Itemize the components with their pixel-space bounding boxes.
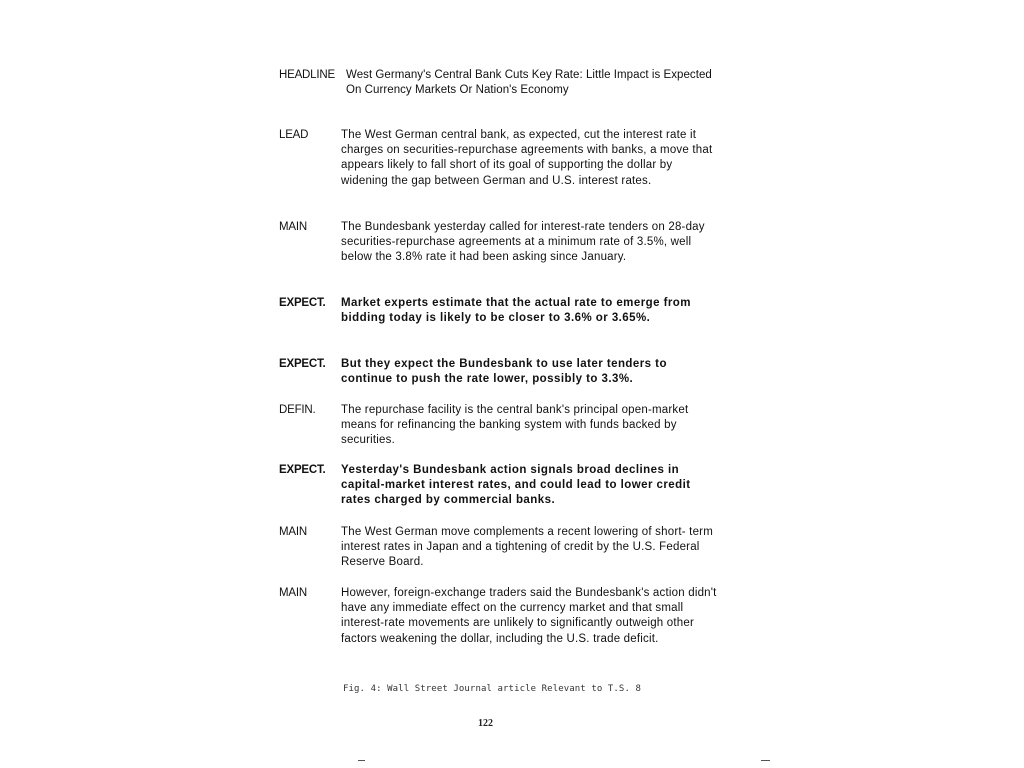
entry-text: But they expect the Bundesbank to use later tenders to continue to push the rate lower, possibly to 3.3%. — [341, 358, 667, 386]
expectation-entry — [279, 357, 719, 387]
definition-entry — [279, 403, 719, 449]
entry-text: The West German central bank, as expected, cut the interest rate it charges on securities-repurchase agreements with banks, a move that appears likely to fall short of its goal of supporting the dollar by widening the gap between German and U.S. interest rates. — [341, 129, 713, 187]
headline-text: West Germany's Central Bank Cuts Key Rate: Little Impact is Expected On Currency Markets Or Nation's Economy — [346, 69, 712, 97]
entry-tag: MAIN — [279, 221, 307, 233]
entry-tag: MAIN — [279, 587, 307, 599]
scan-edge-mark — [358, 760, 365, 761]
expectation-entry — [279, 463, 719, 509]
entry-text: Yesterday's Bundesbank action signals broad declines in capital-market interest rates, and could lead to lower credit rates charged by commercial banks. — [341, 464, 691, 507]
scan-edge-mark — [761, 760, 770, 761]
entry-tag: LEAD — [279, 129, 309, 141]
lead-entry — [279, 128, 719, 189]
entry-text: However, foreign-exchange traders said the Bundesbank's action didn't have any immediate effect on the currency market and that small interest-rate movements are unlikely to significantly outweigh other factors weakening the dollar, including the U.S. trade deficit. — [341, 587, 717, 645]
entry-text: The Bundesbank yesterday called for interest-rate tenders on 28-day securities-repurchase agreements at a minimum rate of 3.5%, well below the 3.8% rate it had been asking since January. — [341, 221, 705, 264]
entry-tag: DEFIN. — [279, 404, 316, 416]
expectation-entry — [279, 296, 719, 326]
entry-text: The repurchase facility is the central bank's principal open-market means for refinancing the banking system with funds backed by securities. — [341, 404, 689, 447]
page-number: 122 — [478, 718, 493, 729]
main-entry — [279, 586, 719, 647]
entry-text: The West German move complements a recent lowering of short- term interest rates in Japan and a tightening of credit by the U.S. Federal Reserve Board. — [341, 526, 713, 569]
headline-entry — [279, 68, 719, 98]
entry-text: Market experts estimate that the actual rate to emerge from bidding today is likely to be closer to 3.6% or 3.65%. — [341, 297, 691, 325]
entry-tag: EXPECT. — [279, 358, 326, 370]
entry-tag: EXPECT. — [279, 464, 326, 476]
figure-caption: Fig. 4: Wall Street Journal article Relevant to T.S. 8 — [343, 684, 641, 694]
main-entry — [279, 220, 719, 266]
entry-tag: EXPECT. — [279, 297, 326, 309]
entry-tag: HEADLINE — [279, 69, 335, 81]
entry-tag: MAIN — [279, 526, 307, 538]
main-entry — [279, 525, 719, 571]
